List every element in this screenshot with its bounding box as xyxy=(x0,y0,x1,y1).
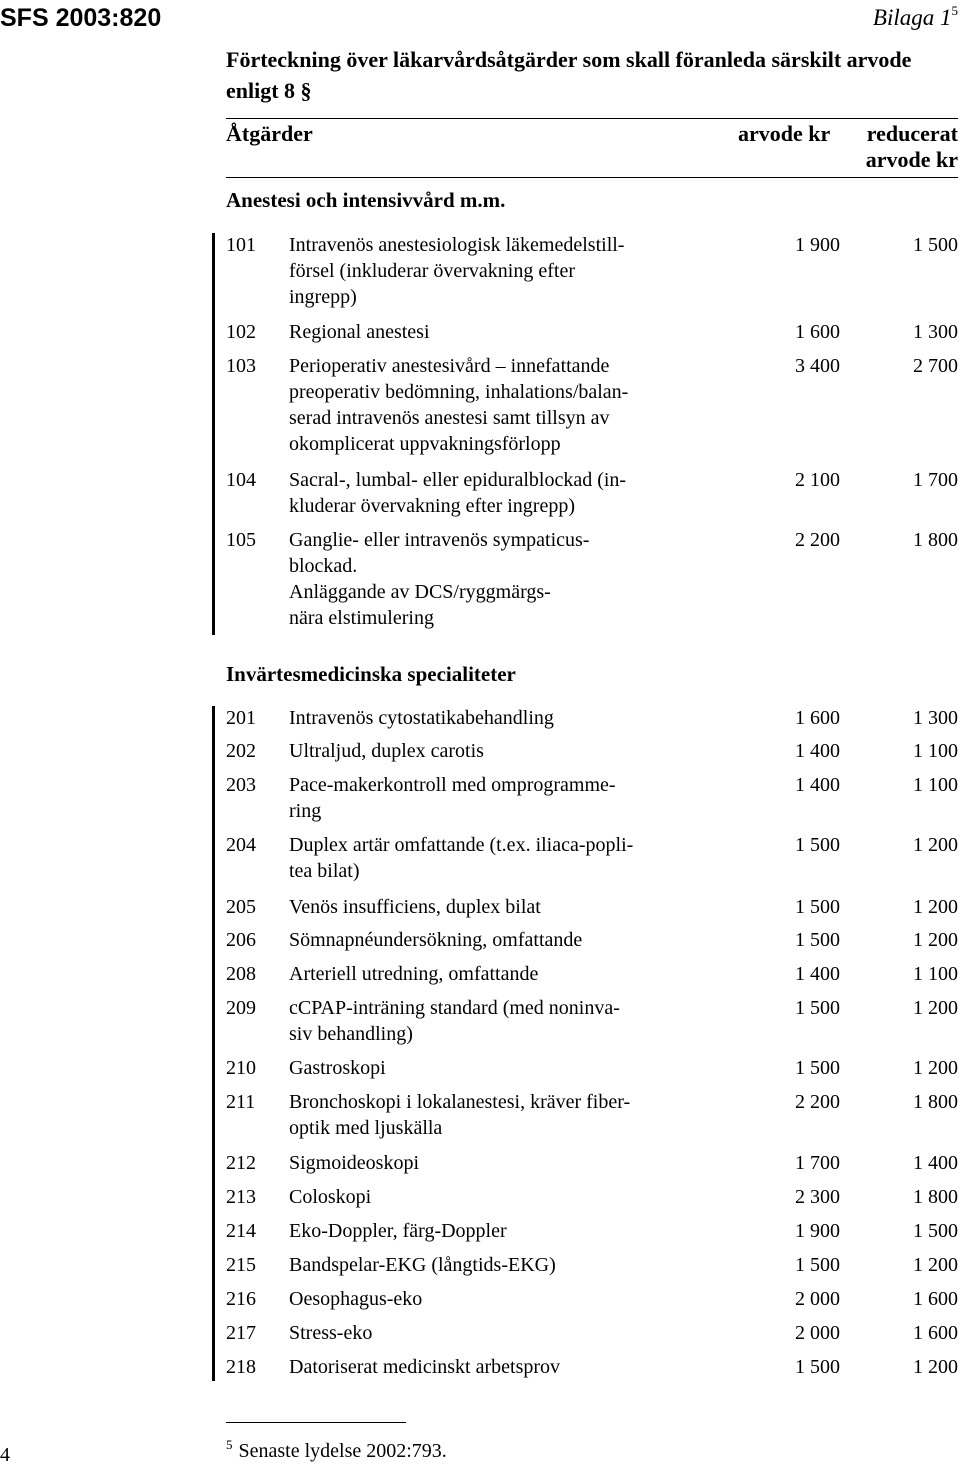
section-title-anestesi: Anestesi och intensivvård m.m. xyxy=(226,188,506,212)
row-fee: 1 600 xyxy=(795,707,840,729)
row-fee: 2 000 xyxy=(795,1288,840,1310)
row-reduced-fee: 1 200 xyxy=(913,1356,958,1378)
row-description: Arteriell utredning, omfattande xyxy=(289,963,539,985)
row-description: Coloskopi xyxy=(289,1186,372,1208)
row-code: 105 xyxy=(226,529,256,551)
row-reduced-fee: 1 800 xyxy=(913,1091,958,1113)
footnote-text: Senaste lydelse 2002:793. xyxy=(238,1440,447,1462)
row-reduced-fee: 2 700 xyxy=(913,355,958,377)
row-description: Bandspelar-EKG (långtids-EKG) xyxy=(289,1254,556,1276)
row-description: Gastroskopi xyxy=(289,1057,386,1079)
row-description: Oesophagus-eko xyxy=(289,1288,423,1310)
row-fee: 1 400 xyxy=(795,774,840,796)
row-reduced-fee: 1 300 xyxy=(913,707,958,729)
row-fee: 3 400 xyxy=(795,355,840,377)
row-code: 209 xyxy=(226,997,256,1019)
appendix-text: Bilaga 1 xyxy=(872,5,952,30)
row-description: Intravenös anestesiologisk läkemedelstill- försel (inkluderar övervakning efter ingrepp) xyxy=(289,234,625,308)
row-description: Sömnapnéundersökning, omfattande xyxy=(289,929,583,951)
row-reduced-fee: 1 200 xyxy=(913,1057,958,1079)
row-fee: 1 400 xyxy=(795,740,840,762)
row-code: 102 xyxy=(226,321,256,343)
row-reduced-fee: 1 700 xyxy=(913,469,958,491)
row-description: Stress-eko xyxy=(289,1322,373,1344)
column-header-reducerat xyxy=(866,121,958,173)
row-code: 215 xyxy=(226,1254,256,1276)
row-code: 210 xyxy=(226,1057,256,1079)
row-reduced-fee: 1 300 xyxy=(913,321,958,343)
row-description: Sigmoideoskopi xyxy=(289,1152,420,1174)
row-code: 218 xyxy=(226,1356,256,1378)
appendix-label xyxy=(873,5,958,31)
row-code: 214 xyxy=(226,1220,256,1242)
row-reduced-fee: 1 200 xyxy=(913,834,958,856)
row-fee: 2 100 xyxy=(795,469,840,491)
footnote-mark: 5 xyxy=(226,1437,233,1452)
row-description: Datoriserat medicinskt arbetsprov xyxy=(289,1356,561,1378)
row-fee: 2 200 xyxy=(795,529,840,551)
row-description: Ultraljud, duplex carotis xyxy=(289,740,484,762)
row-fee: 1 600 xyxy=(795,321,840,343)
sfs-number: SFS 2003:820 xyxy=(0,4,162,32)
row-reduced-fee: 1 200 xyxy=(913,929,958,951)
row-description: Perioperativ anestesivård – innefattande preoperativ bedömning, inhalations/balan- serad intravenös anestesi samt tillsyn av okomplicerat uppvakningsförlopp xyxy=(289,355,629,455)
row-description: Intravenös cytostatikabehandling xyxy=(289,707,554,729)
row-reduced-fee: 1 200 xyxy=(913,997,958,1019)
table-top-rule xyxy=(226,118,958,119)
row-fee: 1 500 xyxy=(795,1254,840,1276)
row-reduced-fee: 1 600 xyxy=(913,1288,958,1310)
row-fee: 2 200 xyxy=(795,1091,840,1113)
page-title: Förteckning över läkarvårdsåtgärder som skall föranleda särskilt arvode enligt 8 § xyxy=(226,47,912,103)
footnote xyxy=(226,1437,447,1463)
row-description: Bronchoskopi i lokalanestesi, kräver fiber- optik med ljuskälla xyxy=(289,1091,631,1139)
column-header-atgarder: Åtgärder xyxy=(226,121,313,146)
row-reduced-fee: 1 200 xyxy=(913,896,958,918)
row-description: Pace-makerkontroll med omprogramme- ring xyxy=(289,774,616,822)
row-reduced-fee: 1 800 xyxy=(913,529,958,551)
row-code: 205 xyxy=(226,896,256,918)
row-reduced-fee: 1 600 xyxy=(913,1322,958,1344)
row-fee: 1 400 xyxy=(795,963,840,985)
row-code: 201 xyxy=(226,707,256,729)
row-description: cCPAP-inträning standard (med noninva- siv behandling) xyxy=(289,997,620,1045)
row-code: 103 xyxy=(226,355,256,377)
row-fee: 1 900 xyxy=(795,234,840,256)
page-number: 4 xyxy=(0,1444,10,1466)
row-description: Regional anestesi xyxy=(289,321,430,343)
row-fee: 2 000 xyxy=(795,1322,840,1344)
row-fee: 1 500 xyxy=(795,997,840,1019)
row-code: 208 xyxy=(226,963,256,985)
row-code: 203 xyxy=(226,774,256,796)
change-bar xyxy=(212,233,215,635)
row-code: 202 xyxy=(226,740,256,762)
footnote-rule xyxy=(226,1422,406,1423)
row-code: 212 xyxy=(226,1152,256,1174)
row-reduced-fee: 1 500 xyxy=(913,1220,958,1242)
row-code: 217 xyxy=(226,1322,256,1344)
row-reduced-fee: 1 100 xyxy=(913,963,958,985)
row-description: Duplex artär omfattande (t.ex. iliaca-popli- tea bilat) xyxy=(289,834,634,882)
row-reduced-fee: 1 100 xyxy=(913,740,958,762)
row-fee: 1 500 xyxy=(795,1057,840,1079)
row-code: 206 xyxy=(226,929,256,951)
row-code: 213 xyxy=(226,1186,256,1208)
row-fee: 1 500 xyxy=(795,1356,840,1378)
row-description: Venös insufficiens, duplex bilat xyxy=(289,896,541,918)
row-code: 104 xyxy=(226,469,256,491)
row-code: 211 xyxy=(226,1091,256,1113)
column-header-reducerat-line1: reducerat xyxy=(866,121,958,146)
column-header-reducerat-line2: arvode kr xyxy=(865,147,958,172)
appendix-footnote-mark: 5 xyxy=(951,3,958,18)
row-fee: 2 300 xyxy=(795,1186,840,1208)
change-bar xyxy=(212,706,215,1381)
row-fee: 1 500 xyxy=(795,929,840,951)
row-reduced-fee: 1 500 xyxy=(913,234,958,256)
column-header-arvode: arvode kr xyxy=(738,121,831,146)
table-header-rule xyxy=(226,177,958,178)
row-fee: 1 500 xyxy=(795,896,840,918)
row-fee: 1 700 xyxy=(795,1152,840,1174)
row-reduced-fee: 1 200 xyxy=(913,1254,958,1276)
row-description: Sacral-, lumbal- eller epiduralblockad (in- kluderar övervakning efter ingrepp) xyxy=(289,469,627,517)
row-description: Ganglie- eller intravenös sympaticus- blockad. Anläggande av DCS/ryggmärgs- nära elstimulering xyxy=(289,529,590,629)
row-reduced-fee: 1 800 xyxy=(913,1186,958,1208)
row-code: 204 xyxy=(226,834,256,856)
row-reduced-fee: 1 400 xyxy=(913,1152,958,1174)
row-code: 216 xyxy=(226,1288,256,1310)
section-title-invartesmedicin: Invärtesmedicinska specialiteter xyxy=(226,662,516,686)
row-code: 101 xyxy=(226,234,256,256)
row-fee: 1 900 xyxy=(795,1220,840,1242)
row-reduced-fee: 1 100 xyxy=(913,774,958,796)
row-fee: 1 500 xyxy=(795,834,840,856)
row-description: Eko-Doppler, färg-Doppler xyxy=(289,1220,507,1242)
